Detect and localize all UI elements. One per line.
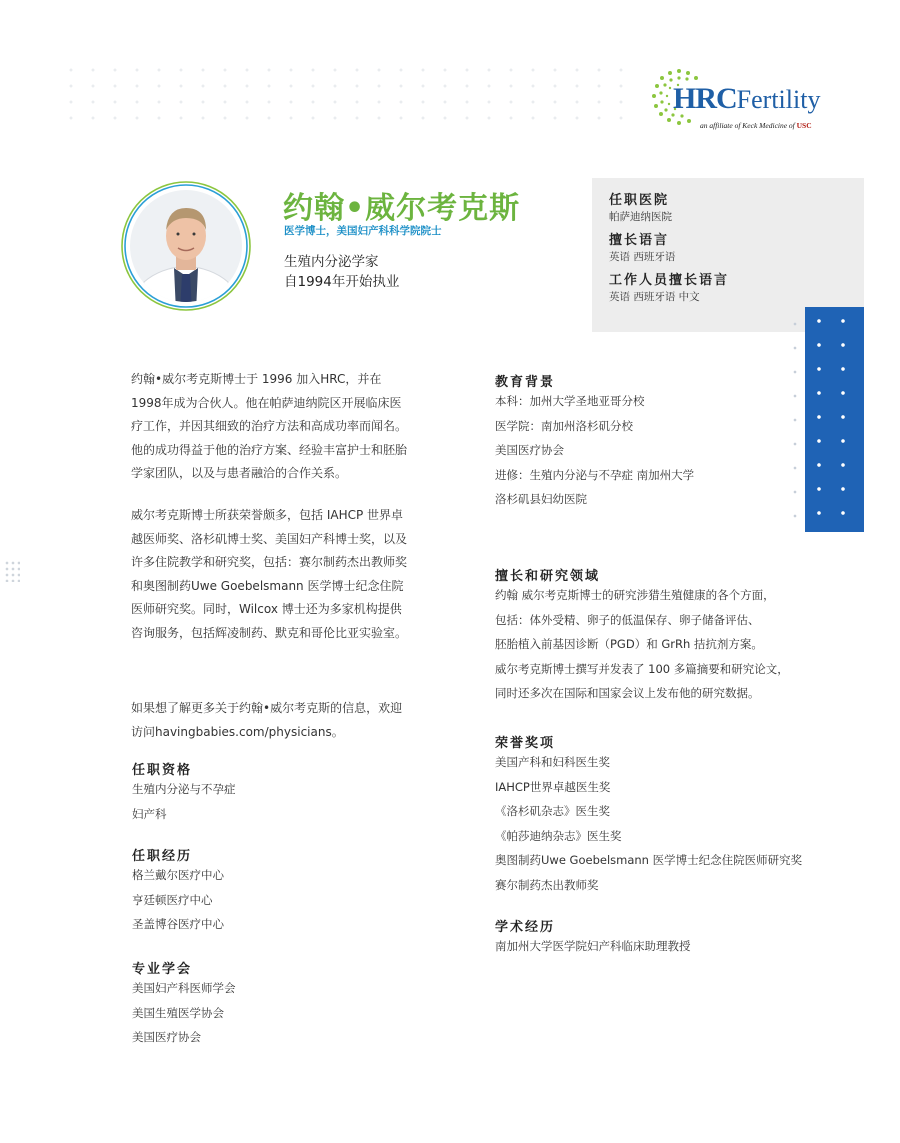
info-heading-staff-languages: 工作人员擅长语言	[609, 273, 730, 288]
bio-paragraph-2: 威尔考克斯博士所获荣誉颇多，包括 IAHCP 世界卓越医师奖、洛杉矶博士奖、美国妇产科博士奖，以及许多住院教学和研究奖，包括：赛尔制药杰出教师奖和奥图制药Uwe Goebelsmann 医学博士纪念住院医师研究奖。同时，Wilcox 博士还为多家机构提供咨询服务，包括辉凌制药、默克和哥伦比亚实验室。	[131, 508, 408, 640]
doctor-credentials: 医学博士，美国妇产科科学院院士	[284, 225, 442, 237]
section-heading-societies: 专业学会	[132, 962, 193, 977]
info-value-hospital: 帕萨迪纳医院	[609, 211, 672, 223]
expertise-line: 约翰 威尔考克斯博士的研究涉猎生殖健康的各个方面，	[495, 588, 775, 602]
doctor-role	[284, 252, 399, 292]
info-panel-content	[609, 192, 729, 312]
logo-tagline: an affiliate of Keck Medicine of USC	[700, 121, 812, 130]
info-value-languages: 英语 西班牙语	[609, 251, 676, 263]
section-heading-education: 教育背景	[495, 375, 556, 390]
expertise-line: 包括：体外受精、卵子的低温保存、卵子储备评估、	[495, 612, 760, 627]
list-item: IAHCP世界卓越医生奖	[495, 779, 611, 794]
bio-paragraph-1: 约翰•威尔考克斯博士于 1996 加入HRC，并在1998年成为合伙人。他在帕萨迪纳院区开展临床医疗工作，并因其细致的治疗方法和高成功率而闻名。他的成功得益于他的治疗方案、经验丰富护士和胚胎学家团队，以及与患者融洽的合作关系。	[131, 372, 408, 480]
experience-list	[132, 863, 224, 937]
section-heading-experience: 任职经历	[132, 849, 193, 864]
doctor-name: 约翰•威尔考克斯	[283, 191, 521, 226]
list-item: 亨廷顿医疗中心	[132, 892, 213, 907]
qualifications-list	[132, 777, 236, 826]
list-item: 格兰戴尔医疗中心	[132, 868, 224, 882]
expertise-line: 同时还多次在国际和国家会议上发布他的研究数据。	[495, 686, 760, 700]
decorative-dot-pattern-side	[4, 560, 20, 582]
decorative-dot-pattern	[60, 62, 630, 122]
list-item: 本科：加州大学圣地亚哥分校	[495, 394, 645, 408]
expertise-line: 胚胎植入前基因诊断（PGD）和 GrRh 拮抗剂方案。	[495, 637, 763, 651]
academic-list	[495, 934, 691, 959]
section-heading-academic: 学术经历	[495, 920, 556, 935]
expertise-text	[495, 583, 789, 706]
list-item: 美国妇产科医师学会	[132, 981, 236, 995]
doctor-portrait	[120, 180, 252, 312]
honors-list	[495, 750, 802, 897]
doctor-practice-since: 自1994年开始执业	[284, 274, 400, 290]
info-heading-hospital: 任职医院	[609, 193, 670, 208]
list-item: 妇产科	[132, 806, 167, 821]
logo-wordmark: HRCFertility	[673, 82, 821, 115]
list-item: 美国生殖医学协会	[132, 1005, 224, 1020]
hrc-fertility-logo	[648, 66, 823, 136]
list-item: 美国医疗协会	[495, 443, 564, 457]
list-item: 赛尔制药杰出教师奖	[495, 877, 599, 892]
list-item: 《洛杉矶杂志》医生奖	[495, 804, 610, 818]
section-heading-qualifications: 任职资格	[132, 763, 193, 778]
section-heading-honors: 荣誉奖项	[495, 736, 556, 751]
bio-paragraph-3: 如果想了解更多关于约翰•威尔考克斯的信息，欢迎访问havingbabies.com/physicians。	[131, 701, 403, 739]
section-heading-expertise: 擅长和研究领域	[495, 569, 601, 584]
societies-list	[132, 976, 236, 1050]
list-item: 圣盖博谷医疗中心	[132, 917, 224, 931]
list-item: 进修：生殖内分泌与不孕症 南加州大学	[495, 467, 695, 482]
info-heading-languages: 擅长语言	[609, 233, 670, 248]
education-list	[495, 389, 694, 512]
decorative-dot-column	[788, 312, 802, 522]
expertise-line: 威尔考克斯博士撰写并发表了 100 多篇摘要和研究论文，	[495, 661, 789, 676]
decorative-blue-bar	[805, 307, 864, 532]
list-item: 南加州大学医学院妇产科临床助理教授	[495, 939, 691, 953]
list-item: 洛杉矶县妇幼医院	[495, 492, 587, 506]
list-item: 生殖内分泌与不孕症	[132, 782, 236, 796]
doctor-specialty: 生殖内分泌学家	[284, 254, 379, 270]
info-value-staff-languages: 英语 西班牙语 中文	[609, 291, 700, 303]
list-item: 美国产科和妇科医生奖	[495, 755, 610, 769]
list-item: 《帕莎迪纳杂志》医生奖	[495, 828, 622, 843]
list-item: 医学院：南加州洛杉矶分校	[495, 418, 633, 433]
list-item: 美国医疗协会	[132, 1030, 201, 1044]
list-item: 奥图制药Uwe Goebelsmann 医学博士纪念住院医师研究奖	[495, 853, 803, 867]
